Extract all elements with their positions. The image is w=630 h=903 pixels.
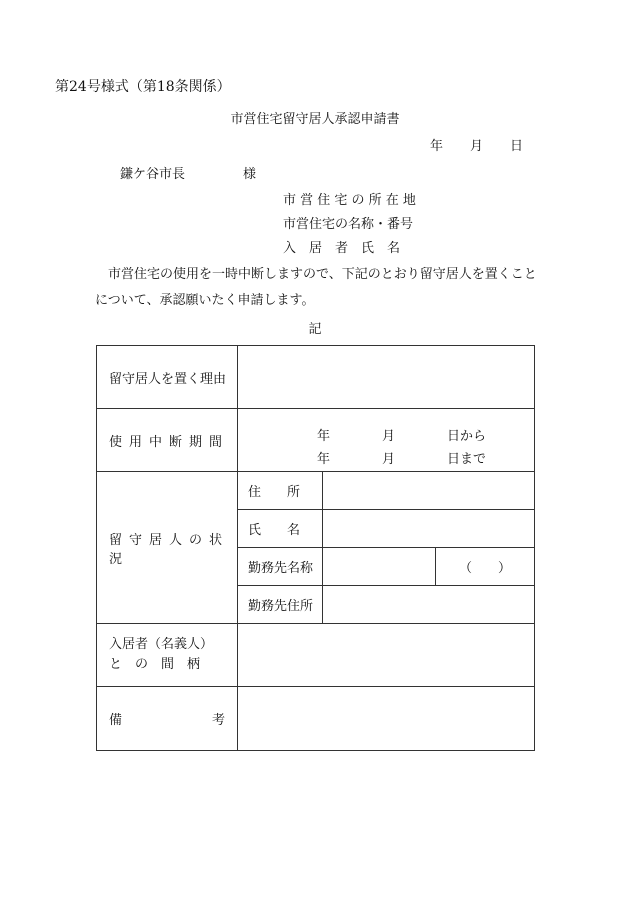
remarks-label [97,687,238,751]
ki-heading: 記 [308,322,322,337]
name-label: 氏 名 [238,510,323,548]
period-from-line [238,425,534,444]
period-label: 使用中断期間 [97,409,238,472]
status-label: 留守居人の状況 [97,472,238,624]
period-to-year: 年 [317,452,331,467]
applicant-address-label: 市 営 住 宅 の 所 在 地 [283,193,416,208]
workplace-address-label: 勤務先住所 [238,586,323,624]
remarks-field[interactable] [238,687,535,751]
status-address-row [97,472,535,510]
application-form-table [96,345,535,751]
reason-label: 留守居人を置く理由 [97,346,238,409]
remarks-label-2: 考 [211,713,225,728]
period-from-day: 日から [447,429,487,444]
period-field[interactable] [238,409,535,472]
document-title: 市営住宅留守居人承認申請書 [230,112,400,127]
date-year-label: 年 [430,139,444,154]
period-to-month: 月 [382,452,396,467]
period-from-year: 年 [317,429,331,444]
period-row [97,409,535,472]
remarks-label-1: 備 [109,713,123,728]
address-field[interactable] [323,472,535,510]
remarks-row [97,687,535,751]
relation-field[interactable] [238,624,535,687]
workplace-name-field[interactable] [323,548,436,586]
reason-row [97,346,535,409]
addressee: 鎌ケ谷市長 [120,167,186,182]
period-to-day: 日まで [447,452,487,467]
relation-label [97,624,238,687]
form-number: 第24号様式（第18条関係） [55,79,231,95]
name-field[interactable] [323,510,535,548]
address-label: 住 所 [238,472,323,510]
date-day-label: 日 [510,139,524,154]
period-to-line [238,448,534,467]
workplace-paren[interactable]: （ ） [436,548,535,586]
relation-label-line-2: と の 間 柄 [109,657,201,672]
workplace-name-label: 勤務先名称 [238,548,323,586]
honorific: 様 [243,167,257,182]
applicant-occupant-label: 入 居 者 氏 名 [283,241,401,256]
request-text: 市営住宅の使用を一時中断しますので、下記のとおり留守居人を置くことについて、承認願いたく申請します。 [95,267,537,308]
date-month-label: 月 [470,139,484,154]
reason-field[interactable] [238,346,535,409]
period-from-month: 月 [382,429,396,444]
workplace-address-field[interactable] [323,586,535,624]
applicant-name-number-label: 市営住宅の名称・番号 [283,217,414,232]
relation-row [97,624,535,687]
relation-label-line-1: 入居者（名義人） [109,637,214,652]
